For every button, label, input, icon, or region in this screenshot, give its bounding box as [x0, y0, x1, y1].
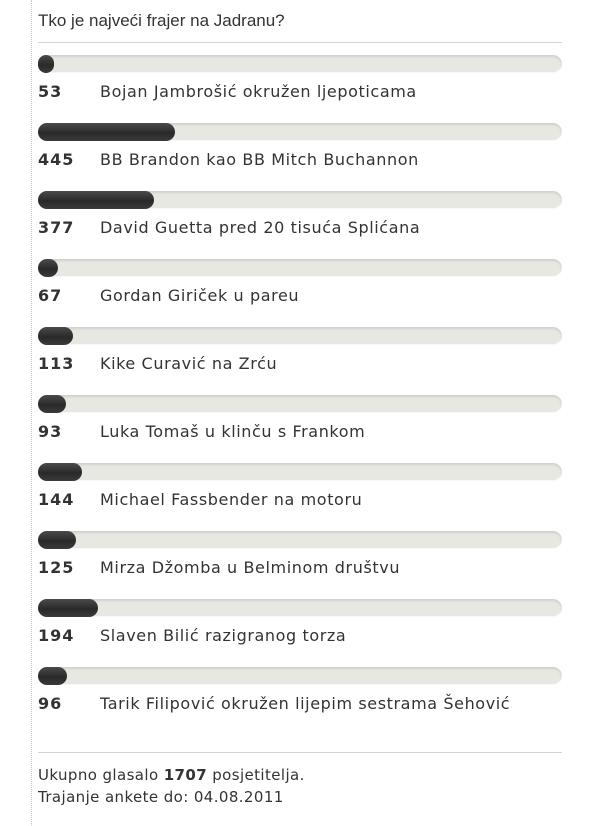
vote-bar-fill — [38, 55, 54, 73]
vote-bar-fill — [38, 327, 73, 345]
poll-widget — [38, 0, 562, 826]
total-votes-line — [38, 764, 562, 786]
option-label: Mirza Džomba u Belminom društvu — [100, 558, 401, 577]
divider — [38, 752, 562, 753]
vote-bar-track — [38, 599, 562, 617]
total-votes-count: 1707 — [163, 766, 208, 784]
vote-bar-fill — [38, 463, 82, 481]
poll-duration: Trajanje ankete do: 04.08.2011 — [38, 788, 284, 806]
option-label: Luka Tomaš u klinču s Frankom — [100, 422, 366, 441]
vote-bar-fill — [38, 123, 175, 141]
vote-bar-fill — [38, 395, 66, 413]
vote-bar-track — [38, 667, 562, 685]
option-label: BB Brandon kao BB Mitch Buchannon — [100, 150, 419, 169]
option-label: Gordan Giriček u pareu — [100, 286, 300, 305]
vote-bar-track — [38, 123, 562, 141]
vote-bar-track — [38, 531, 562, 549]
vote-bar-track — [38, 259, 562, 277]
vote-bar-fill — [38, 667, 67, 685]
vote-bar-fill — [38, 599, 98, 617]
vote-count: 377 — [38, 218, 75, 237]
poll-footer — [38, 764, 562, 808]
total-prefix: Ukupno glasalo — [38, 766, 159, 784]
poll-question: Tko je najveći frajer na Jadranu? — [38, 11, 285, 30]
vote-bar-track — [38, 55, 562, 73]
vote-count: 125 — [38, 558, 75, 577]
vote-bar-fill — [38, 259, 58, 277]
option-label: Slaven Bilić razigranog torza — [100, 626, 347, 645]
vote-count: 53 — [38, 82, 63, 101]
vote-count: 96 — [38, 694, 63, 713]
vote-count: 144 — [38, 490, 75, 509]
option-label: Kike Curavić na Zrću — [100, 354, 278, 373]
vote-count: 93 — [38, 422, 63, 441]
vote-count: 113 — [38, 354, 75, 373]
option-label: David Guetta pred 20 tisuća Splićana — [100, 218, 421, 237]
vote-bar-track — [38, 191, 562, 209]
vote-count: 194 — [38, 626, 75, 645]
option-label: Tarik Filipović okružen lijepim sestrama Šehović — [100, 694, 511, 713]
divider — [38, 42, 562, 43]
total-suffix: posjetitelja. — [212, 766, 305, 784]
vote-bar-track — [38, 327, 562, 345]
vote-bar-fill — [38, 531, 76, 549]
option-label: Bojan Jambrošić okružen ljepoticama — [100, 82, 417, 101]
vote-bar-track — [38, 395, 562, 413]
vote-bar-track — [38, 463, 562, 481]
vote-bar-fill — [38, 191, 154, 209]
vote-count: 67 — [38, 286, 63, 305]
option-label: Michael Fassbender na motoru — [100, 490, 363, 509]
vote-count: 445 — [38, 150, 75, 169]
